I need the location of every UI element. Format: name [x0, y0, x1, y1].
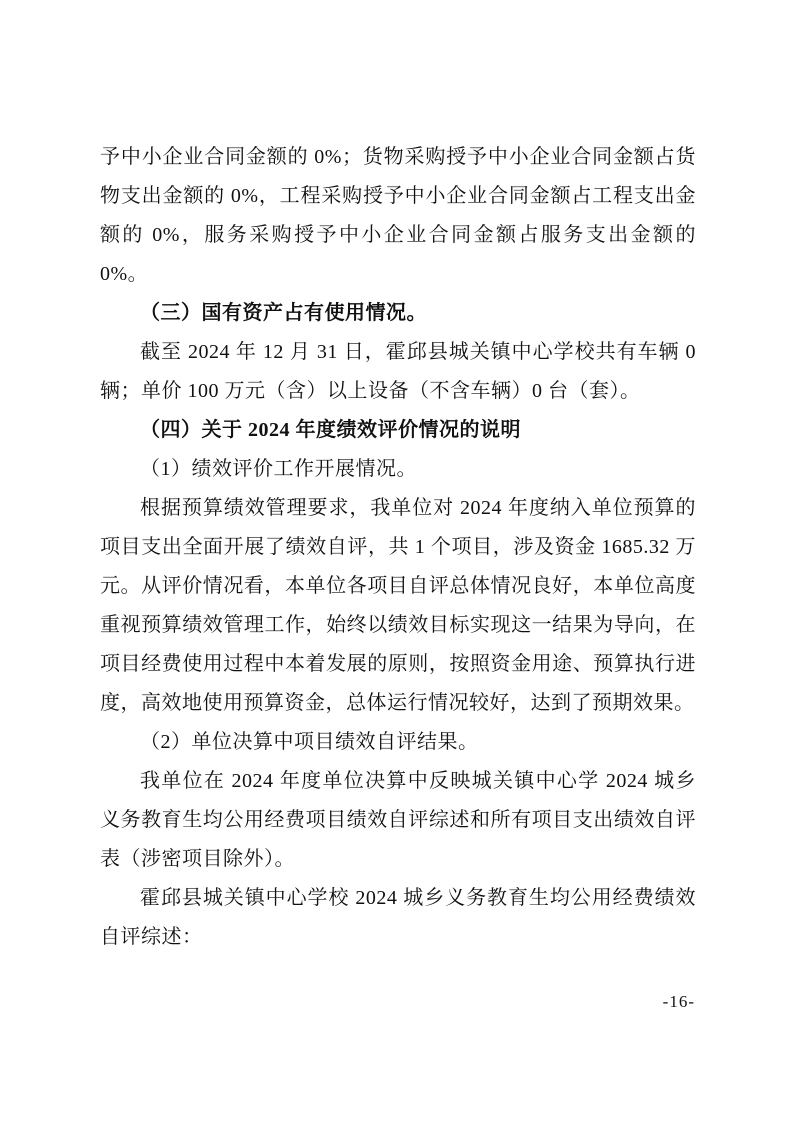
para-eval-work-detail: 根据预算绩效管理要求，我单位对 2024 年度纳入单位预算的项目支出全面开展了绩效自评，共 1 个项目，涉及资金 1685.32 万元。从评价情况看，本单位各项目自评总体情况良好，本单位高度重视预算绩效管理工作，始终以绩效目标实现这一结果为导向，在项目经费使用过程中本着发展的原则，按照资金用途、预算执行进度，高效地使用预算资金，总体运行情况较好，达到了预期效果。 [100, 497, 696, 714]
para-assets-detail: 截至 2024 年 12 月 31 日，霍邱县城关镇中心学校共有车辆 0 辆；单价 100 万元（含）以上设备（不含车辆）0 台（套）。 [100, 341, 696, 402]
para-eval-item-1-title: （1）绩效评价工作开展情况。 [140, 458, 417, 480]
para-self-eval-summary-intro: 霍邱县城关镇中心学校 2024 城乡义务教育生均公用经费绩效自评综述： [100, 887, 696, 948]
page-number: -16- [662, 992, 695, 1011]
document-body [100, 138, 696, 957]
heading-2024-performance-evaluation: （四）关于 2024 年度绩效评价情况的说明 [140, 419, 521, 441]
para-smb-contract-percentages: 予中小企业合同金额的 0%；货物采购授予中小企业合同金额占货物支出金额的 0%，工程采购授予中小企业合同金额占工程支出金额的 0%，服务采购授予中小企业合同金额占服务支出金额的 0%。 [100, 146, 696, 285]
heading-state-assets-usage: （三）国有资产占有使用情况。 [140, 302, 427, 324]
para-eval-item-2-title: （2）单位决算中项目绩效自评结果。 [140, 731, 479, 753]
para-self-eval-report-scope: 我单位在 2024 年度单位决算中反映城关镇中心学 2024 城乡义务教育生均公用经费项目绩效自评综述和所有项目支出绩效自评表（涉密项目除外）。 [100, 770, 696, 870]
